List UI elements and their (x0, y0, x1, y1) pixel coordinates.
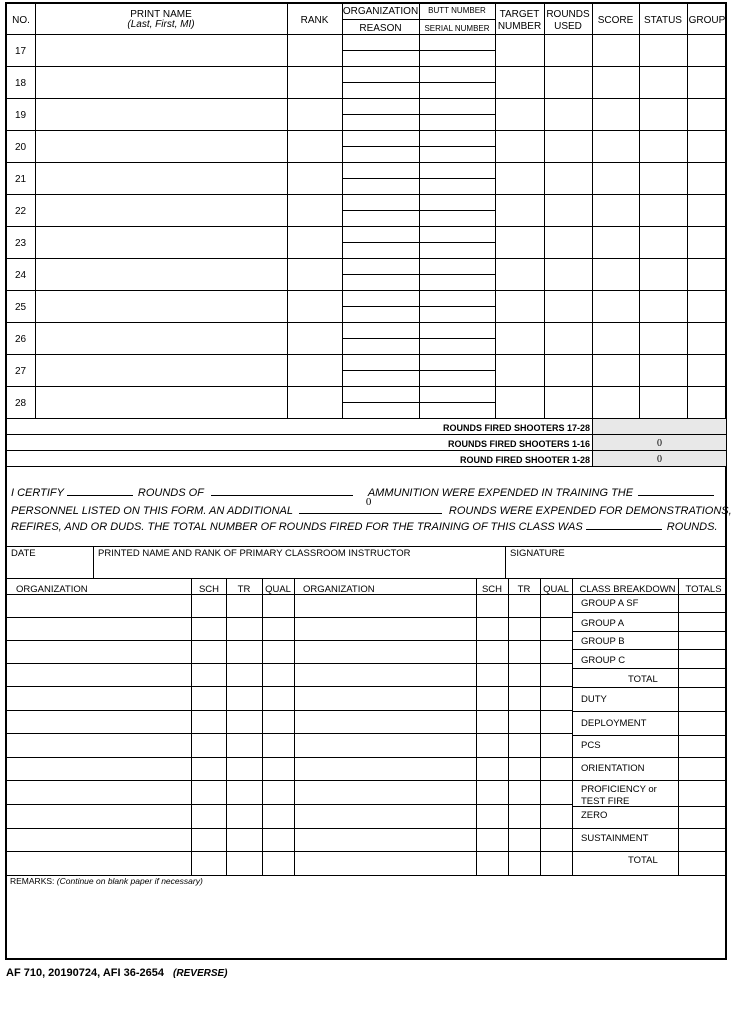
row-number-21: 21 (15, 174, 27, 185)
header-print-name-sub: (Last, First, MI) (127, 19, 195, 30)
footer-form-id: AF 710, 20190724, AFI 36-2654 (6, 967, 164, 979)
remarks-note: (Continue on blank paper if necessary) (56, 876, 203, 886)
row-number-26: 26 (15, 334, 27, 345)
bottom-row-line (5, 828, 572, 829)
bottom-col-line-5 (476, 578, 477, 875)
header-reason: REASON (359, 23, 402, 34)
bottom-col-line-3 (262, 578, 263, 875)
cb-zero: ZERO (581, 810, 608, 821)
signature-label: SIGNATURE (510, 548, 565, 559)
name-cell-27[interactable] (36, 355, 286, 385)
bottom-col-line-8 (572, 578, 573, 875)
bottom-header-totals: TOTALS (685, 584, 722, 595)
bottom-row-line (5, 851, 572, 852)
cb-deployment: DEPLOYMENT (581, 718, 647, 729)
cb-duty: DUTY (581, 694, 607, 705)
bottom-header-class-breakdown: CLASS BREAKDOWN (579, 584, 676, 595)
sign-col-line-2 (505, 546, 506, 578)
cb-group-b: GROUP B (581, 636, 625, 647)
row-number-18: 18 (15, 78, 27, 89)
certify-line-3 (11, 520, 718, 533)
header-used: USED (554, 21, 582, 32)
certify-text-7: ROUNDS. (666, 521, 718, 533)
certify-line-1 (11, 486, 714, 499)
col-line-score (639, 2, 640, 418)
summary-top-line (5, 418, 727, 419)
name-cell-24[interactable] (36, 259, 286, 289)
col-line-rank (342, 2, 343, 418)
certify-ammo-field[interactable] (211, 486, 353, 496)
bottom-col-line-7 (540, 578, 541, 875)
header-group: GROUP (688, 15, 726, 26)
certify-line-2 (11, 496, 732, 517)
cb-test-fire: TEST FIRE (581, 796, 630, 807)
breakdown-row-line (572, 612, 727, 613)
bottom-col-line-4 (294, 578, 295, 875)
cb-pcs: PCS (581, 740, 601, 751)
bottom-header-organization-2: ORGANIZATION (303, 584, 375, 595)
name-cell-25[interactable] (36, 291, 286, 321)
certify-personnel-field[interactable] (638, 486, 714, 496)
summary-label-17-28: ROUNDS FIRED SHOOTERS 17-28 (442, 423, 590, 433)
bottom-row-line (5, 780, 572, 781)
summary-label-1-16: ROUNDS FIRED SHOOTERS 1-16 (447, 439, 590, 449)
certify-rounds-field[interactable] (67, 486, 133, 496)
cb-orientation: ORIENTATION (581, 763, 645, 774)
bottom-header-sch: SCH (198, 584, 220, 595)
breakdown-row-line (572, 594, 727, 595)
summary-value-1-28[interactable]: 0 (657, 454, 662, 465)
cb-group-a-sf: GROUP A SF (581, 598, 639, 609)
remarks-label-line (10, 876, 203, 887)
bottom-row-line (5, 757, 572, 758)
certify-text-6: REFIRES, AND OR DUDS. THE TOTAL NUMBER OF ROUNDS FIRED FOR THE TRAINING OF THIS CLASS WAS (11, 521, 583, 533)
name-cell-20[interactable] (36, 131, 286, 161)
col-line-status (687, 2, 688, 418)
breakdown-row-line (572, 757, 727, 758)
bottom-header-qual: QUAL (265, 584, 291, 595)
breakdown-row-line (572, 711, 727, 712)
certify-text-5: ROUNDS WERE EXPENDED FOR DEMONSTRATIONS, (448, 505, 732, 517)
bottom-row-line (5, 686, 572, 687)
name-cell-18[interactable] (36, 67, 286, 97)
row-number-27: 27 (15, 366, 27, 377)
name-cell-26[interactable] (36, 323, 286, 353)
cb-sustainment: SUSTAINMENT (581, 833, 649, 844)
header-serial-number: SERIAL NUMBER (424, 24, 490, 33)
summary-value-1-16[interactable]: 0 (657, 438, 662, 449)
header-organization: ORGANIZATION (342, 6, 419, 17)
breakdown-row-line (572, 687, 727, 688)
header-rounds: ROUNDS (546, 9, 590, 20)
header-butt-number: BUTT NUMBER (428, 6, 486, 15)
cb-total-1: TOTAL (628, 674, 658, 685)
name-cell-21[interactable] (36, 163, 286, 193)
bottom-row-line (5, 617, 572, 618)
instructor-field[interactable] (95, 560, 503, 576)
name-cell-23[interactable] (36, 227, 286, 257)
sign-top-line (5, 546, 727, 547)
bottom-row-line (5, 640, 572, 641)
col-line-target (544, 2, 545, 418)
row-number-20: 20 (15, 142, 27, 153)
date-field[interactable] (7, 560, 91, 576)
breakdown-row-line (572, 828, 727, 829)
breakdown-row-line (572, 735, 727, 736)
certify-text-3: AMMUNITION WERE EXPENDED IN TRAINING THE (367, 487, 634, 499)
summary-line-1 (5, 434, 727, 435)
certify-total-field[interactable] (586, 520, 662, 530)
cb-group-a: GROUP A (581, 618, 625, 629)
name-cell-22[interactable] (36, 195, 286, 225)
breakdown-row-line (572, 668, 727, 669)
col-line-name (287, 2, 288, 418)
header-number: NUMBER (497, 21, 542, 32)
breakdown-row-line (572, 780, 727, 781)
certify-text-2: ROUNDS OF (137, 487, 204, 499)
footer (6, 967, 228, 979)
bottom-row-line (5, 594, 572, 595)
row-number-25: 25 (15, 302, 27, 313)
bottom-row-line (5, 804, 572, 805)
col-line-no (35, 2, 36, 418)
bottom-col-line-9 (678, 578, 679, 875)
cb-group-c: GROUP C (581, 655, 626, 666)
cb-proficiency: PROFICIENCY or (581, 784, 657, 795)
footer-reverse: (REVERSE) (173, 968, 228, 979)
header-target: TARGET (499, 9, 540, 20)
row-number-24: 24 (15, 270, 27, 281)
row-number-22: 22 (15, 206, 27, 217)
certify-additional-field[interactable] (299, 496, 442, 514)
header-rank: RANK (300, 15, 329, 26)
instructor-label: PRINTED NAME AND RANK OF PRIMARY CLASSROOM INSTRUCTOR (98, 548, 411, 559)
bottom-row-line (5, 710, 572, 711)
remarks-field[interactable] (8, 888, 724, 956)
col-line-org (419, 2, 420, 418)
header-score: SCORE (597, 15, 634, 26)
bottom-header-qual-2: QUAL (543, 584, 569, 595)
summary-line-3 (5, 466, 727, 467)
row-number-28: 28 (15, 398, 27, 409)
name-cell-19[interactable] (36, 99, 286, 129)
bottom-col-line-6 (508, 578, 509, 875)
row-number-23: 23 (15, 238, 27, 249)
cb-total-2: TOTAL (628, 855, 658, 866)
summary-line-2 (5, 450, 727, 451)
row-number-19: 19 (15, 110, 27, 121)
header-status: STATUS (644, 15, 682, 26)
bottom-header-sch-2: SCH (481, 584, 503, 595)
sign-bottom-line (5, 578, 727, 579)
header-no: NO. (12, 15, 30, 26)
remarks-label: REMARKS: (10, 876, 55, 886)
name-cell-28[interactable] (36, 387, 286, 417)
bottom-row-line (5, 733, 572, 734)
col-line-rounds (592, 2, 593, 418)
bottom-col-line-1 (191, 578, 192, 875)
breakdown-row-line (572, 631, 727, 632)
bottom-header-tr: TR (237, 584, 251, 595)
bottom-header-organization: ORGANIZATION (16, 584, 88, 595)
row-number-17: 17 (15, 46, 27, 57)
bottom-row-line (5, 663, 572, 664)
breakdown-row-line (572, 851, 727, 852)
certify-text-4: PERSONNEL LISTED ON THIS FORM. AN ADDITIONAL (11, 505, 293, 517)
date-label: DATE (11, 548, 36, 559)
bottom-col-line-2 (226, 578, 227, 875)
summary-label-1-28: ROUND FIRED SHOOTER 1-28 (459, 455, 590, 465)
sign-col-line-1 (93, 546, 94, 578)
col-line-butt (495, 2, 496, 418)
certify-text-1: I CERTIFY (11, 487, 64, 499)
bottom-header-tr-2: TR (517, 584, 531, 595)
signature-field[interactable] (507, 560, 725, 576)
name-cell-17[interactable] (36, 35, 286, 65)
breakdown-row-line (572, 649, 727, 650)
certify-additional-value: 0 (365, 496, 372, 508)
header-print-name: PRINT NAME (130, 9, 192, 20)
